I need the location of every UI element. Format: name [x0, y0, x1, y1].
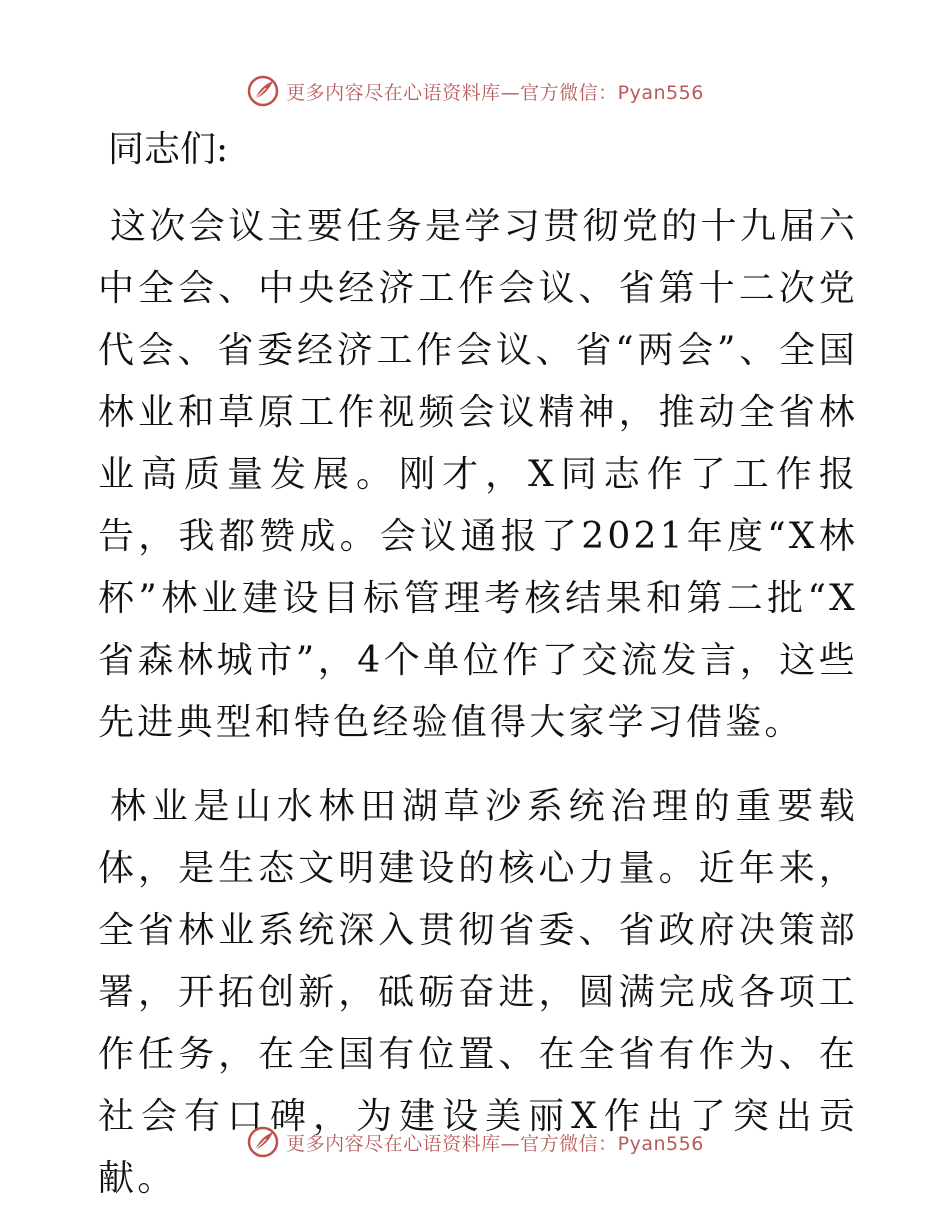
paragraph-1: 这次会议主要任务是学习贯彻党的十九届六中全会、中央经济工作会议、省第十二次党代会、省委经济工作会议、省“两会”、全国林业和草原工作视频会议精神，推动全省林业高质量发展。刚才，X同志作了工作报告，我都赞成。会议通报了2021年度“X林杯”林业建设目标管理考核结果和第二批“X省森林城市”，4个单位作了交流发言，这些先进典型和特色经验值得大家学习借鉴。 — [98, 206, 858, 743]
header-watermark — [0, 74, 950, 108]
feather-logo-icon — [246, 74, 280, 108]
salutation: 同志们: — [108, 129, 229, 170]
paragraph-2: 林业是山水林田湖草沙系统治理的重要载体，是生态文明建设的核心力量。近年来，全省林业系统深入贯彻省委、省政府决策部署，开拓创新，砥砺奋进，圆满完成各项工作任务，在全国有位置、在全省有作为、在社会有口碑，为建设美丽X作出了突出贡献。 — [98, 786, 858, 1199]
watermark-text: 更多内容尽在心语资料库—官方微信：Pyan556 — [286, 81, 704, 104]
document-body — [98, 122, 858, 1232]
footer-watermark — [0, 1125, 950, 1159]
feather-logo-icon — [246, 1125, 280, 1159]
watermark-text: 更多内容尽在心语资料库—官方微信：Pyan556 — [286, 1132, 704, 1155]
